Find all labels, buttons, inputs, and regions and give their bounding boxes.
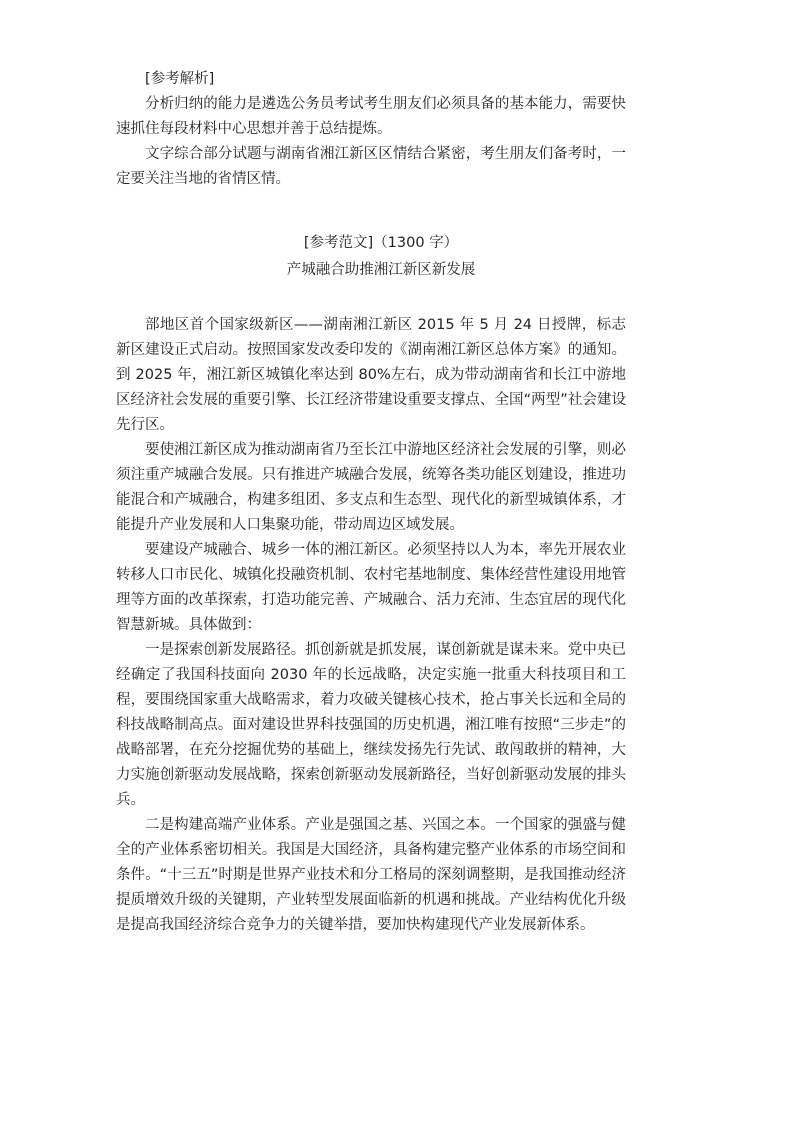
essay-body <box>116 313 626 938</box>
essay-paragraph-5: 二是构建高端产业体系。产业是强国之基、兴国之本。一个国家的强盛与健全的产业体系密切相关。我国是大国经济，具备构建完整产业体系的市场空间和条件。“十三五”时期是世界产业技术和分工格局的深刻调整期，是我国推动经济提质增效升级的关键期，产业转型发展面临新的机遇和挑战。产业结构优化升级是提高我国经济综合竞争力的关键举措，要加快构建现代产业发展新体系。 <box>116 817 626 933</box>
analysis-paragraph-2: 文字综合部分试题与湖南省湘江新区区情结合紧密，考生朋友们备考时，一定要关注当地的省情区情。 <box>116 146 626 187</box>
analysis-section <box>116 67 626 192</box>
analysis-heading: [参考解析] <box>145 71 215 87</box>
essay-heading: [参考范文]（1300 字） <box>303 235 459 251</box>
analysis-paragraph-1: 分析归纳的能力是遴选公务员考试考生朋友们必须具备的基本能力，需要快速抓住每段材料中心思想并善于总结提炼。 <box>116 96 626 137</box>
essay-paragraph-4: 一是探索创新发展路径。抓创新就是抓发展，谋创新就是谋未来。党中央已经确定了我国科技面向 2030 年的长远战略，决定实施一批重大科技项目和工程，要围绕国家重大战略需求，着力攻破关键核心技术，抢占事关长远和全局的科技战略制高点。面对建设世界科技强国的历史机遇，湘江唯有按照“三步走”的战略部署，在充分挖掘优势的基础上，继续发扬先行先试、敢闯敢拼的精神，大力实施创新驱动发展战略，探索创新驱动发展新路径，当好创新驱动发展的排头兵。 <box>116 642 626 808</box>
essay-paragraph-1: 部地区首个国家级新区——湖南湘江新区 2015 年 5 月 24 日授牌，标志新区建设正式启动。按照国家发改委印发的《湖南湘江新区总体方案》的通知。到 2025 年，湘江新区城镇化率达到 80%左右，成为带动湖南省和长江中游地区经济社会发展的重要引擎、长江经济带建设重要支撑点、全国“两型”社会建设先行区。 <box>116 317 626 433</box>
essay-paragraph-2: 要使湘江新区成为推动湖南省乃至长江中游地区经济社会发展的引擎，则必须注重产城融合发展。只有推进产城融合发展，统筹各类功能区划建设，推进功能混合和产城融合，构建多组团、多支点和生态型、现代化的新型城镇体系，才能提升产业发展和人口集聚功能，带动周边区域发展。 <box>116 442 626 533</box>
essay-title: 产城融合助推湘江新区新发展 <box>286 262 476 278</box>
essay-paragraph-3: 要建设产城融合、城乡一体的湘江新区。必须坚持以人为本，率先开展农业转移人口市民化、城镇化投融资机制、农村宅基地制度、集体经营性建设用地管理等方面的改革探索，打造功能完善、产城融合、活力充沛、生态宜居的现代化智慧新城。具体做到： <box>116 542 626 633</box>
